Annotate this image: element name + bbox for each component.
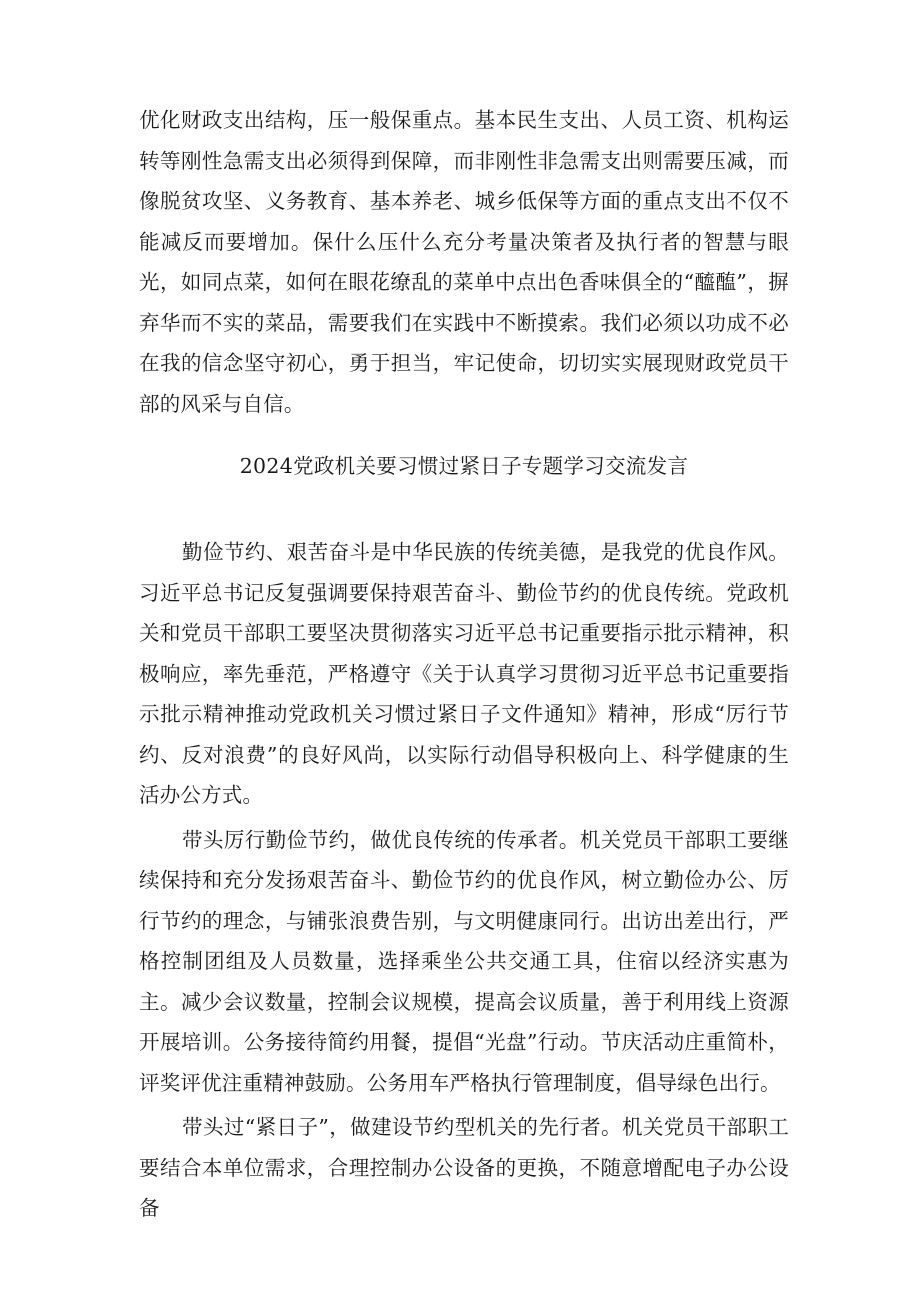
body-paragraph-3: 带头过“紧日子”，做建设节约型机关的先行者。机关党员干部职工要结合本单位需求，合理控制办公设备的更换，不随意增配电子办公设备	[139, 1115, 789, 1220]
body-paragraph-1: 勤俭节约、艰苦奋斗是中华民族的传统美德，是我党的优良作风。习近平总书记反复强调要保持艰苦奋斗、勤俭节约的优良传统。党政机关和党员干部职工要坚决贯彻落实习近平总书记重要指示批示精神，积极响应，率先垂范，严格遵守《关于认真学习贯彻习近平总书记重要指示批示精神推动党政机关习惯过紧日子文件通知》精神，形成“厉行节约、反对浪费”的良好风尚，以实际行动倡导积极向上、科学健康的生活办公方式。	[139, 540, 789, 807]
intro-section	[139, 100, 789, 424]
intro-paragraph: 优化财政支出结构，压一般保重点。基本民生支出、人员工资、机构运转等刚性急需支出必须得到保障，而非刚性非急需支出则需要压减，而像脱贫攻坚、义务教育、基本养老、城乡低保等方面的重点支出不仅不能减反而要增加。保什么压什么充分考量决策者及执行者的智慧与眼光，如同点菜，如何在眼花缭乱的菜单中点出色香味俱全的“醯醢”，摒弃华而不实的菜品，需要我们在实践中不断摸索。我们必须以功成不必在我的信念坚守初心，勇于担当，牢记使命，切切实实展现财政党员干部的风采与自信。	[139, 108, 789, 416]
article-title: 2024党政机关要习惯过紧日子专题学习交流发言	[239, 454, 689, 478]
article-body	[139, 532, 789, 1229]
body-paragraph-2: 带头厉行勤俭节约，做优良传统的传承者。机关党员干部职工要继续保持和充分发扬艰苦奋斗、勤俭节约的优良作风，树立勤俭办公、厉行节约的理念，与铺张浪费告别，与文明健康同行。出访出差出行，严格控制团组及人员数量，选择乘坐公共交通工具，住宿以经济实惠为主。减少会议数量，控制会议规模，提高会议质量，善于利用线上资源开展培训。公务接待简约用餐，提倡“光盘”行动。节庆活动庄重简朴，评奖评优注重精神鼓励。公务用车严格执行管理制度，倡导绿色出行。	[139, 827, 789, 1095]
